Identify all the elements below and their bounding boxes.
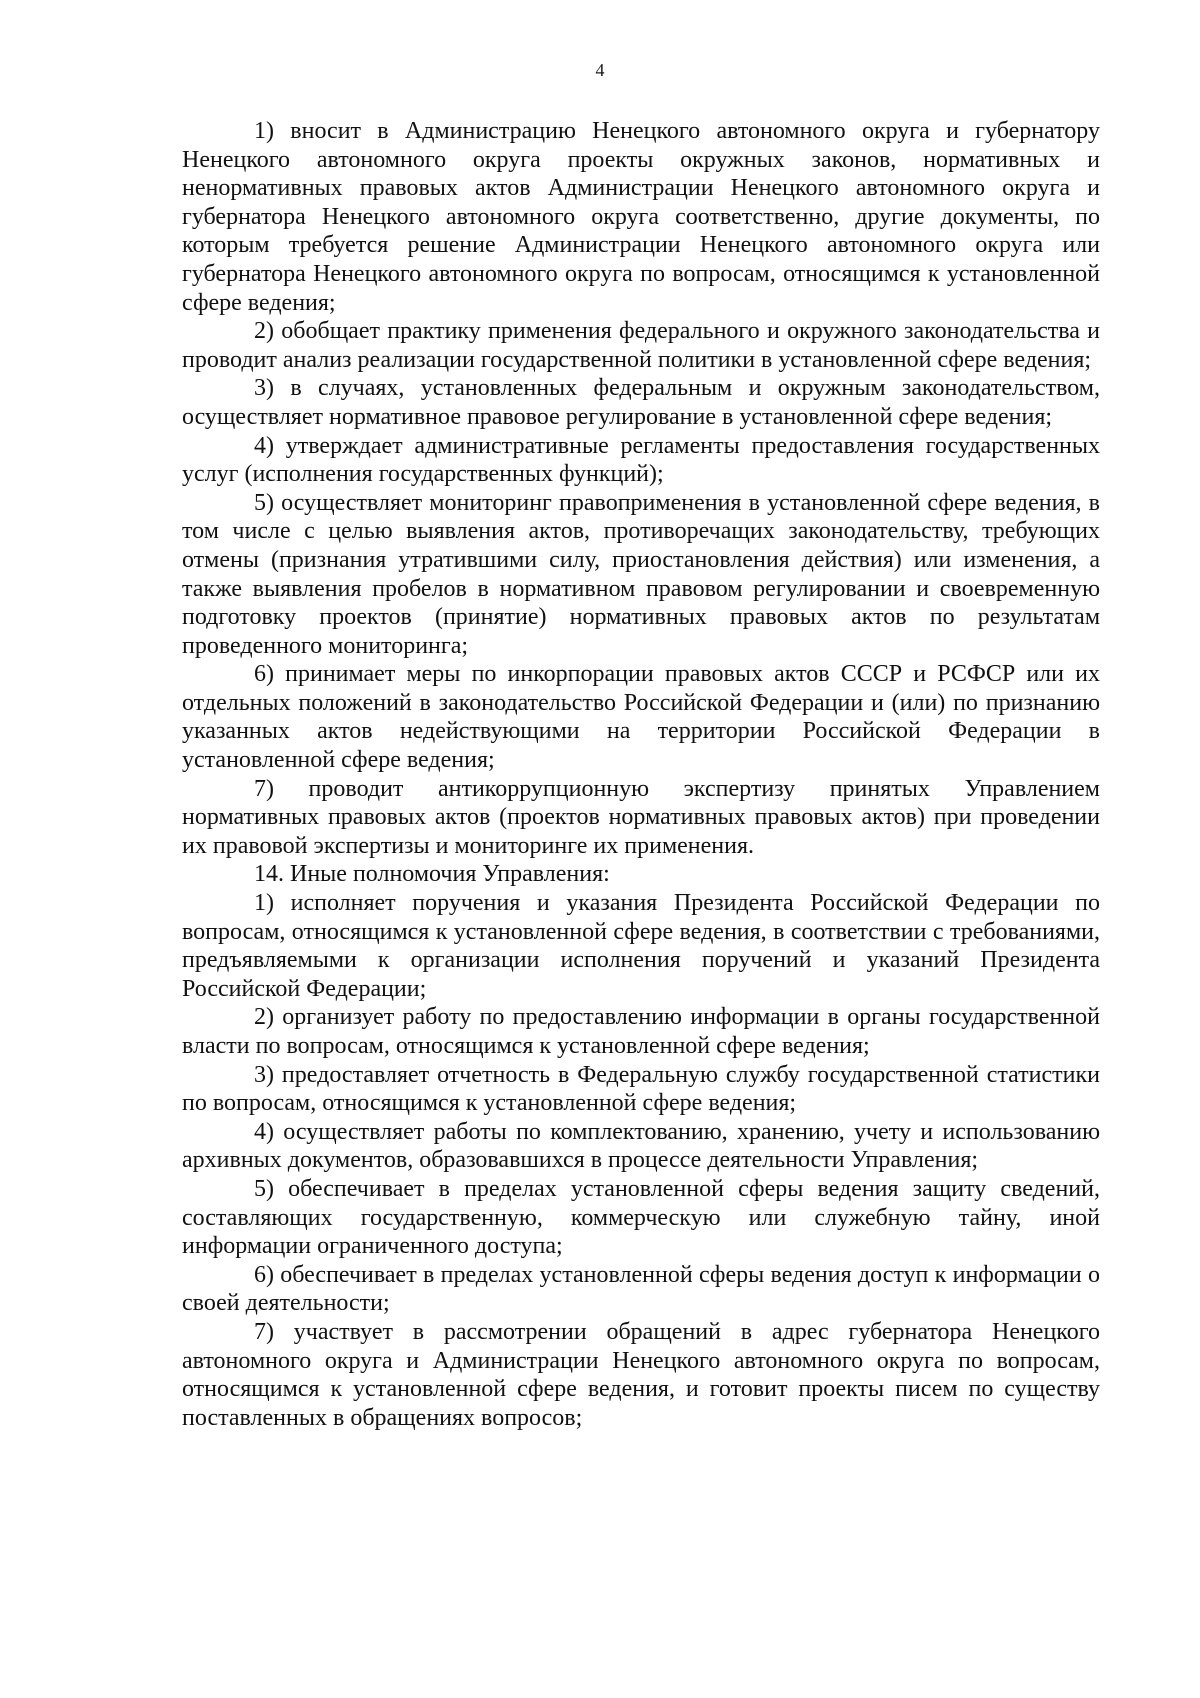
paragraph-item-3-regulation: 3) в случаях, установленных федеральным и окружным законодательством, осуществляет нормативное правовое регулирование в установленной сфере ведения; (182, 375, 1100, 430)
paragraph-item-14-7-appeals: 7) участвует в рассмотрении обращений в адрес губернатора Ненецкого автономного округа и Администрации Ненецкого автономного округа по вопросам, относящимся к установленной сфере ведения, и готовит проекты писем по существу поставленных в обращениях вопросов; (182, 1318, 1100, 1431)
paragraph-item-14-5-protection: 5) обеспечивает в пределах установленной сферы ведения защиту сведений, составляющих государственную, коммерческую или служебную тайну, иной информации ограниченного доступа; (182, 1175, 1100, 1260)
paragraph-item-2-generalizes-practice: 2) обобщает практику применения федерального и окружного законодательства и проводит анализ реализации государственной политики в установленной сфере ведения; (182, 318, 1100, 373)
paragraph-item-7-anticorruption: 7) проводит антикоррупционную экспертизу принятых Управлением нормативных правовых актов (проектов нормативных правовых актов) при проведении их правовой экспертизы и мониторинге их применения. (182, 775, 1100, 859)
paragraph-item-6-incorporation: 6) принимает меры по инкорпорации правовых актов СССР и РСФСР или их отдельных положений в законодательство Российской Федерации и (или) по признанию указанных актов недействующими на территории Российской Федерации в установленной сфере ведения; (182, 661, 1100, 774)
paragraph-item-1-submits-drafts: 1) вносит в Администрацию Ненецкого автономного округа и губернатору Ненецкого автономного округа проекты окружных законов, нормативных и ненормативных правовых актов Администрации Ненецкого автономного округа и губернатора Ненецкого автономного округа соответственно, другие документы, по которым требуется решение Администрации Ненецкого автономного округа или губернатора Ненецкого автономного округа по вопросам, относящимся к установленной сфере ведения; (182, 118, 1100, 316)
paragraph-item-14-1-presidential-orders: 1) исполняет поручения и указания Президента Российской Федерации по вопросам, относящимся к установленной сфере ведения, в соответствии с требованиями, предъявляемыми к организации исполнения поручений и указаний Президента Российской Федерации; (182, 890, 1100, 1002)
paragraph-item-4-approves-regulations: 4) утверждает административные регламенты предоставления государственных услуг (исполнения государственных функций); (182, 432, 1100, 488)
paragraph-item-14-4-archives: 4) осуществляет работы по комплектованию, хранению, учету и использованию архивных документов, образовавшихся в процессе деятельности Управления; (182, 1118, 1100, 1174)
document-body (182, 117, 1100, 1432)
paragraph-item-14-3-reporting: 3) предоставляет отчетность в Федеральную службу государственной статистики по вопросам, относящимся к установленной сфере ведения; (182, 1061, 1100, 1117)
paragraph-item-14-2-information: 2) организует работу по предоставлению информации в органы государственной власти по вопросам, относящимся к установленной сфере ведения; (182, 1004, 1100, 1059)
page-number: 4 (595, 60, 605, 80)
paragraph-item-14-6-access: 6) обеспечивает в пределах установленной сферы ведения доступ к информации о своей деятельности; (182, 1261, 1100, 1317)
section-heading-14: 14. Иные полномочия Управления: (254, 861, 610, 888)
paragraph-item-5-monitoring: 5) осуществляет мониторинг правоприменения в установленной сфере ведения, в том числе с целью выявления актов, противоречащих законодательству, требующих отмены (признания утратившими силу, приостановления действия) или изменения, а также выявления пробелов в нормативном правовом регулировании и своевременную подготовку проектов (принятие) нормативных правовых актов по результатам проведенного мониторинга; (182, 489, 1100, 659)
